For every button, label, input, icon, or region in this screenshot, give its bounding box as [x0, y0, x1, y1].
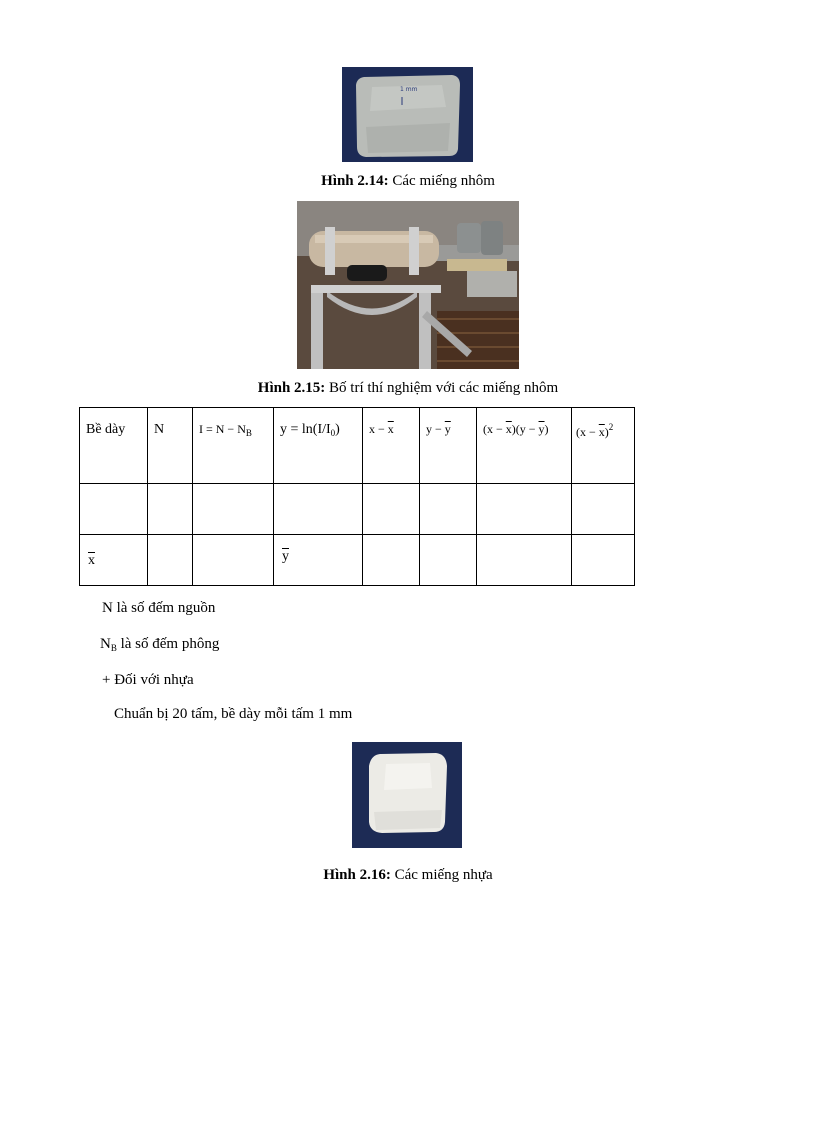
figure-label: Hình 2.16:	[323, 867, 391, 883]
header-y-deviation: $y - \overline{y}$	[420, 408, 477, 484]
note-preparation: Chuẩn bị 20 tấm, bề dày mỗi tấm 1 mm	[114, 706, 353, 722]
mean-y-cell: $\overline{y}$	[274, 535, 363, 586]
svg-text:1 mm: 1 mm	[400, 86, 418, 93]
figure-2-15-caption	[0, 380, 816, 397]
measurement-table	[79, 407, 635, 586]
figure-2-14-caption	[0, 173, 816, 190]
plastic-plate-photo	[352, 742, 462, 848]
note-plastic: + Đối với nhựa	[102, 672, 194, 688]
header-thickness: Bề dày	[80, 408, 148, 484]
aluminium-plate-photo	[342, 67, 473, 162]
figure-label: Hình 2.15:	[257, 380, 326, 396]
note-nb-definition: $N_B$ là số đếm phông	[100, 636, 220, 653]
table-row	[80, 484, 635, 535]
header-x-deviation: $x - \overline{x}$	[363, 408, 420, 484]
figure-caption-text: Các miếng nhựa	[394, 867, 493, 883]
figure-label: Hình 2.14:	[321, 173, 389, 189]
header-product: $(x - \overline{x})(y - \overline{y})$	[477, 408, 572, 484]
header-n: N	[148, 408, 193, 484]
note-n-definition: N là số đếm nguồn	[102, 600, 216, 616]
mean-x-cell: $\overline{x}$	[80, 535, 148, 586]
header-square: $(x - \overline{x})^2$	[572, 408, 635, 484]
figure-2-16-caption	[0, 867, 816, 884]
figure-caption-text: Bố trí thí nghiệm với các miếng nhôm	[329, 380, 559, 396]
figure-caption-text: Các miếng nhôm	[392, 173, 495, 189]
experiment-setup-photo	[297, 201, 519, 369]
header-i: $I = N - N_B$	[193, 408, 274, 484]
table-mean-row	[80, 535, 635, 586]
table-header-row	[80, 408, 635, 484]
header-y: $y = \ln(I/I_0)$	[274, 408, 363, 484]
